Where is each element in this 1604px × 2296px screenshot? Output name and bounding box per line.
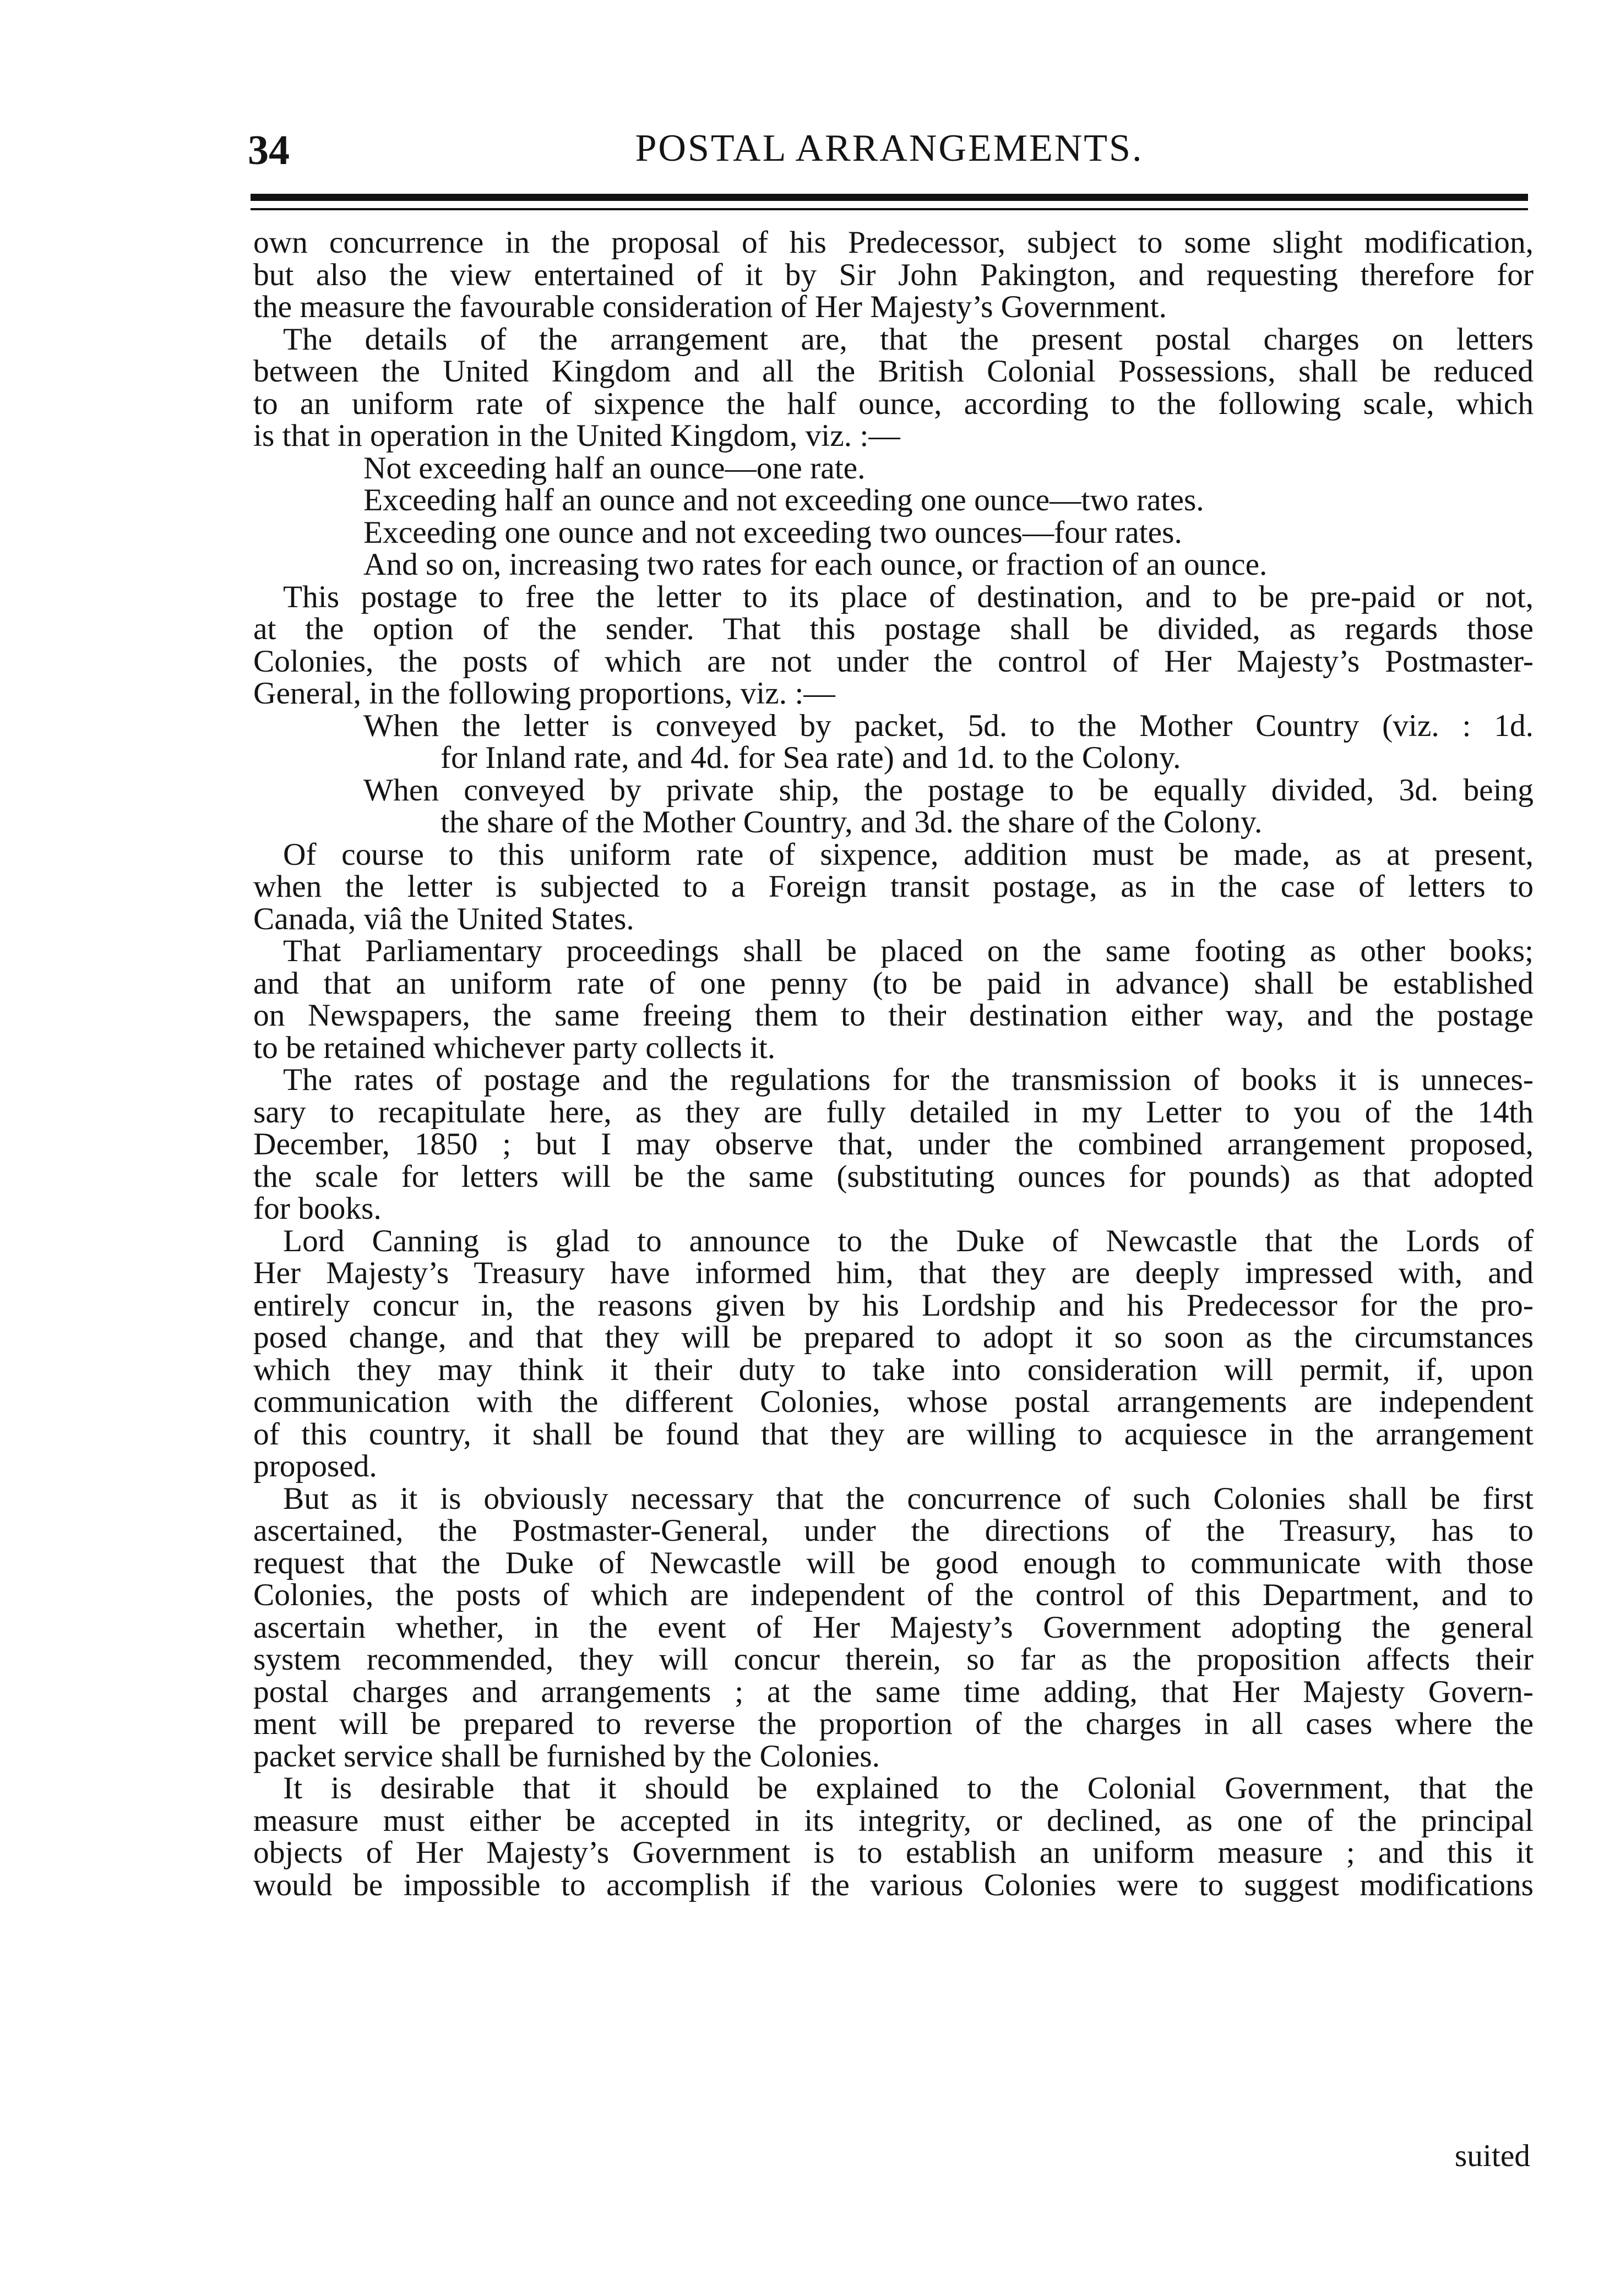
text-line: to be retained whichever party collects it. — [253, 1030, 776, 1065]
text-line: postal charges and arrangements ; at the same time adding, that Her Majesty Govern- — [253, 1674, 1534, 1709]
text-line: It is desirable that it should be explained to the Colonial Government, that the — [283, 1771, 1534, 1806]
text-line: Of course to this uniform rate of sixpence, addition must be made, as at present, — [283, 837, 1534, 872]
text-line: Her Majesty’s Treasury have informed him, that they are deeply impressed with, and — [253, 1256, 1534, 1290]
text-line: Colonies, the posts of which are independent of the control of this Department, and to — [253, 1578, 1534, 1612]
catchword-block — [253, 2140, 1534, 2173]
text-line: proposed. — [253, 1449, 377, 1484]
text-line: when the letter is subjected to a Foreign transit postage, as in the case of letters to — [253, 869, 1534, 904]
text-line: entirely concur in, the reasons given by his Lordship and his Predecessor for the pro- — [253, 1288, 1534, 1323]
catchword: suited — [1454, 2139, 1530, 2173]
page-header — [242, 127, 1536, 187]
text-line: The details of the arrangement are, that the present postal charges on letters — [283, 321, 1534, 357]
text-line: Exceeding one ounce and not exceeding two ounces—four rates. — [363, 515, 1182, 550]
text-line: on Newspapers, the same freeing them to their destination either way, and the postage — [253, 998, 1534, 1033]
text-line: objects of Her Majesty’s Government is to establish an uniform measure ; and this it — [253, 1835, 1534, 1870]
header-rule-thick — [251, 194, 1528, 201]
body-text — [253, 227, 1534, 1901]
text-line: That Parliamentary proceedings shall be placed on the same footing as other books; — [283, 934, 1534, 968]
text-line: at the option of the sender. That this postage shall be divided, as regards those — [253, 612, 1534, 646]
text-line: request that the Duke of Newcastle will be good enough to communicate with those — [253, 1545, 1534, 1580]
text-line: Canada, viâ the United States. — [253, 901, 634, 936]
text-line: communication with the different Colonies, whose postal arrangements are independent — [253, 1384, 1534, 1419]
text-line: Colonies, the posts of which are not under the control of Her Majesty’s Postmaster- — [253, 643, 1534, 679]
text-line: measure must either be accepted in its integrity, or declined, as one of the principal — [253, 1803, 1534, 1838]
text-line: but also the view entertained of it by Sir John Pakington, and requesting therefore for — [253, 257, 1534, 292]
text-line: and that an uniform rate of one penny (to be paid in advance) shall be established — [253, 966, 1534, 1001]
text-line: for books. — [253, 1191, 382, 1226]
text-line: the measure the favourable consideration of Her Majesty’s Government. — [253, 290, 1167, 324]
text-line: for Inland rate, and 4d. for Sea rate) and 1d. to the Colony. — [441, 740, 1181, 775]
text-line: The rates of postage and the regulations for the transmission of books it is unneces- — [283, 1062, 1534, 1097]
page-number: 34 — [248, 127, 290, 173]
text-line: the scale for letters will be the same (substituting ounces for pounds) as that adopted — [253, 1159, 1534, 1194]
text-line: General, in the following proportions, viz. :— — [253, 676, 835, 711]
text-line: Exceeding half an ounce and not exceeding one ounce—two rates. — [363, 483, 1204, 517]
text-line: When conveyed by private ship, the postage to be equally divided, 3d. being — [363, 772, 1534, 808]
running-title: POSTAL ARRANGEMENTS. — [635, 127, 1144, 170]
text-line: But as it is obviously necessary that the concurrence of such Colonies shall be first — [283, 1481, 1534, 1516]
text-line: posed change, and that they will be prepared to adopt it so soon as the circumstances — [253, 1320, 1534, 1355]
text-line: ment will be prepared to reverse the proportion of the charges in all cases where the — [253, 1706, 1534, 1741]
text-line: to an uniform rate of sixpence the half ounce, according to the following scale, which — [253, 386, 1534, 421]
text-line: When the letter is conveyed by packet, 5d. to the Mother Country (viz. : 1d. — [363, 708, 1534, 743]
text-line: This postage to free the letter to its place of destination, and to be pre-paid or not, — [283, 579, 1534, 614]
text-line: ascertained, the Postmaster-General, under the directions of the Treasury, has to — [253, 1513, 1534, 1548]
text-line: And so on, increasing two rates for each ounce, or fraction of an ounce. — [363, 547, 1268, 582]
text-line: system recommended, they will concur therein, so far as the proposition affects their — [253, 1642, 1534, 1677]
text-line: packet service shall be furnished by the Colonies. — [253, 1738, 880, 1774]
text-line: is that in operation in the United Kingdom, viz. :— — [253, 418, 900, 453]
text-line: would be impossible to accomplish if the various Colonies were to suggest modifications — [253, 1867, 1534, 1902]
text-line: Lord Canning is glad to announce to the Duke of Newcastle that the Lords of — [283, 1223, 1534, 1258]
text-line: own concurrence in the proposal of his Predecessor, subject to some slight modification, — [253, 225, 1534, 260]
text-line: of this country, it shall be found that they are willing to acquiesce in the arrangement — [253, 1416, 1534, 1452]
text-line: between the United Kingdom and all the British Colonial Possessions, shall be reduced — [253, 354, 1534, 389]
text-line: ascertain whether, in the event of Her Majesty’s Government adopting the general — [253, 1610, 1534, 1645]
text-line: Not exceeding half an ounce—one rate. — [363, 450, 866, 486]
text-line: which they may think it their duty to take into consideration will permit, if, upon — [253, 1352, 1534, 1387]
header-rule-thin — [251, 208, 1528, 210]
text-line: December, 1850 ; but I may observe that, under the combined arrangement proposed, — [253, 1127, 1534, 1161]
text-line: sary to recapitulate here, as they are fully detailed in my Letter to you of the 14th — [253, 1094, 1534, 1130]
text-line: the share of the Mother Country, and 3d. the share of the Colony. — [441, 805, 1263, 839]
